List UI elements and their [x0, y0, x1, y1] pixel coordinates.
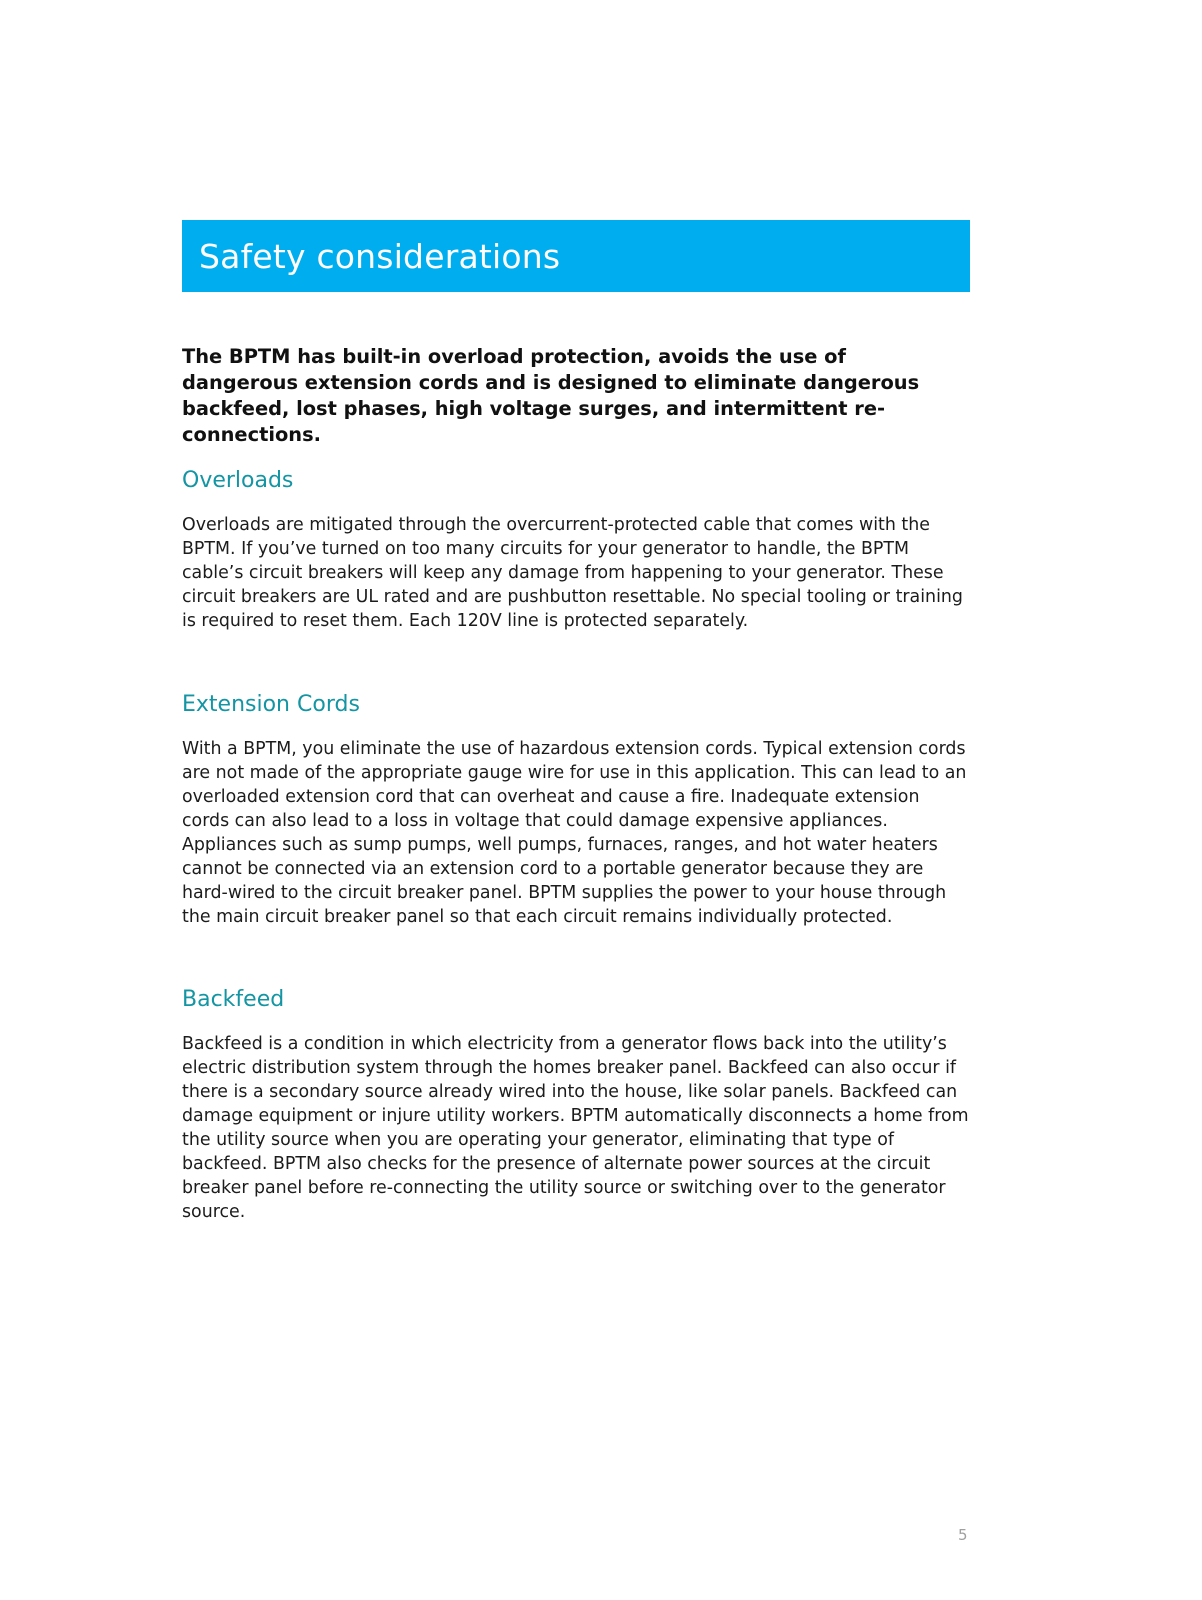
section-heading-extension-cords: Extension Cords: [182, 692, 360, 717]
page-title: Safety considerations: [199, 236, 561, 276]
page-number: 5: [958, 1526, 968, 1544]
section-body-backfeed: Backfeed is a condition in which electricity from a generator flows back into the utility’s electric distribution system through the homes breaker panel. Backfeed can also occur if there is a secondary source already wired into the house, like solar panels. Backfeed can damage equipment or injure utility workers. BPTM automatically disconnects a home from the utility source when you are operating your generator, eliminating that type of backfeed. BPTM also checks for the presence of alternate power sources at the circuit breaker panel before re-connecting the utility source or switching over to the generator source.: [182, 1034, 969, 1222]
section-body-extension-cords: With a BPTM, you eliminate the use of hazardous extension cords. Typical extension cords are not made of the appropriate gauge wire for use in this application. This can lead to an overloaded extension cord that can overheat and cause a fire. Inadequate extension cords can also lead to a loss in voltage that could damage expensive appliances. Appliances such as sump pumps, well pumps, furnaces, ranges, and hot water heaters cannot be connected via an extension cord to a portable generator because they are hard-wired to the circuit breaker panel. BPTM supplies the power to your house through the main circuit breaker panel so that each circuit remains individually protected.: [182, 739, 967, 927]
title-banner: [182, 220, 970, 292]
section-heading-backfeed: Backfeed: [182, 987, 285, 1012]
intro-paragraph: The BPTM has built-in overload protection, avoids the use of dangerous extension cords and is designed to eliminate dangerous backfeed, lost phases, high voltage surges, and intermittent re-connections.: [182, 345, 920, 446]
section-heading-overloads: Overloads: [182, 468, 294, 493]
section-body-overloads: Overloads are mitigated through the overcurrent-protected cable that comes with the BPTM. If you’ve turned on too many circuits for your generator to handle, the BPTM cable’s circuit breakers will keep any damage from happening to your generator. These circuit breakers are UL rated and are pushbutton resettable. No special tooling or training is required to reset them. Each 120V line is protected separately.: [182, 515, 963, 631]
